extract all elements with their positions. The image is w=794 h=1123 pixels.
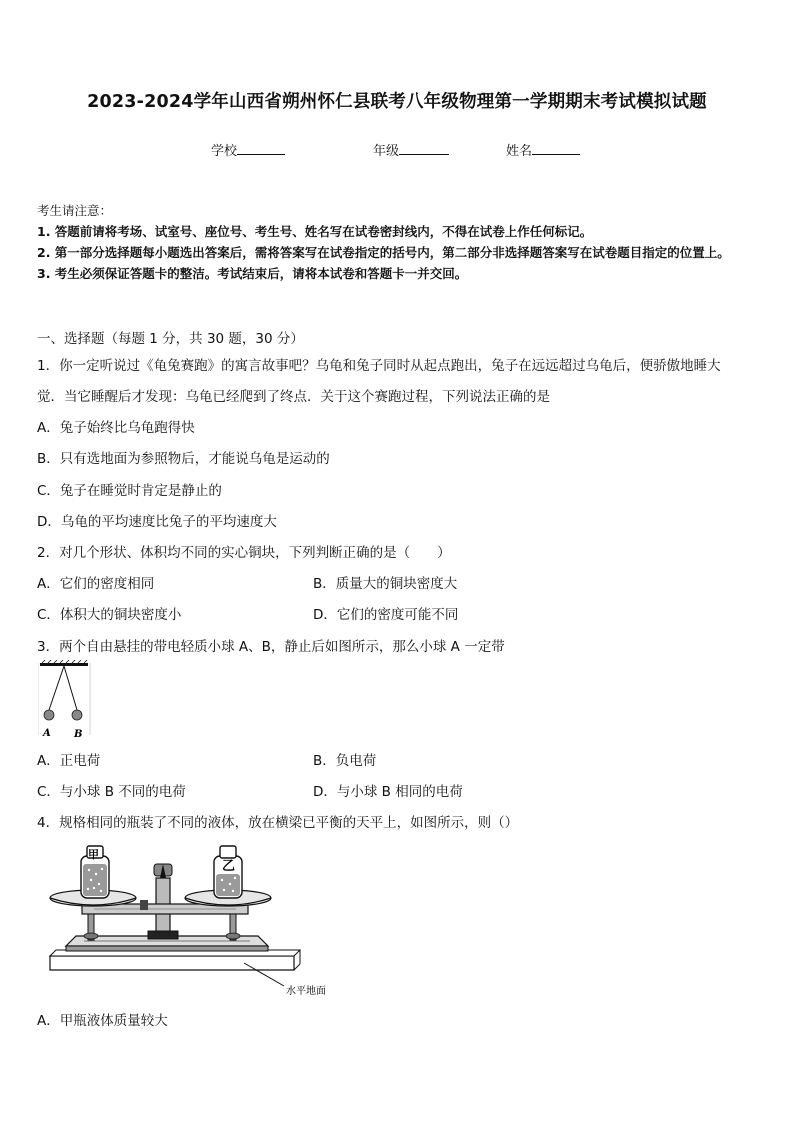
question-2-option-c[interactable]: C．体积大的铜块密度小: [37, 607, 182, 623]
name-field[interactable]: [506, 140, 580, 159]
question-2-stem: 2．对几个形状、体积均不同的实心铜块，下列判断正确的是（ ）: [37, 545, 451, 561]
question-1-stem-line2: 觉．当它睡醒后才发现：乌龟已经爬到了终点．关于这个赛跑过程，下列说法正确的是: [37, 389, 550, 405]
grade-label: 年级: [373, 144, 400, 159]
notice-item: 2. 第一部分选择题每小题选出答案后，需将答案写在试卷指定的括号内，第二部分非选择题答案写在试卷题目指定的位置上。: [37, 245, 730, 260]
section-heading: 一、选择题（每题 1 分，共 30 题，30 分）: [37, 331, 304, 347]
question-3-option-a[interactable]: A．正电荷: [37, 753, 101, 769]
question-3-option-d[interactable]: D．与小球 B 相同的电荷: [313, 784, 463, 800]
thread-a: [49, 666, 64, 710]
exam-title: 2023-2024学年山西省朔州怀仁县联考八年级物理第一学期期末考试模拟试题: [87, 92, 707, 112]
school-label: 学校: [211, 144, 238, 159]
question-3-stem: 3．两个自由悬挂的带电轻质小球 A、B，静止后如图所示，那么小球 A 一定带: [37, 639, 505, 655]
question-1-option-a[interactable]: A．兔子始终比乌龟跑得快: [37, 420, 195, 436]
question-1-option-d[interactable]: D．乌龟的平均速度比兔子的平均速度大: [37, 514, 277, 530]
notice-item: 3. 考生必须保证答题卡的整洁。考试结束后，请将本试卷和答题卡一并交回。: [37, 266, 468, 281]
balance-pillar: [148, 864, 178, 939]
question-2-option-d[interactable]: D．它们的密度可能不同: [313, 607, 459, 623]
balance-figure: [44, 838, 344, 1003]
school-blank[interactable]: [237, 140, 285, 155]
name-label: 姓名: [506, 144, 533, 159]
bottle-yi-icon: [214, 846, 242, 898]
question-2-option-b[interactable]: B．质量大的铜块密度大: [313, 576, 458, 592]
question-1-stem-line1: 1．你一定听说过《龟兔赛跑》的寓言故事吧？乌龟和兔子同时从起点跑出，兔子在远远超过乌龟后，便骄傲地睡大: [37, 358, 721, 374]
school-field[interactable]: [211, 140, 285, 159]
ball-a-label: A: [43, 728, 51, 739]
question-3-option-c[interactable]: C．与小球 B 不同的电荷: [37, 784, 186, 800]
ball-b-label: B: [74, 729, 83, 740]
question-2-option-a[interactable]: A．它们的密度相同: [37, 576, 155, 592]
ceiling-hatch-icon: [40, 660, 88, 666]
ball-a-icon: [44, 710, 54, 720]
question-3-option-b[interactable]: B．负电荷: [313, 753, 377, 769]
question-1-option-c[interactable]: C．兔子在睡觉时肯定是静止的: [37, 483, 222, 499]
question-4-stem: 4．规格相同的瓶装了不同的液体，放在横梁已平衡的天平上，如图所示，则（）: [37, 815, 519, 831]
ball-b-icon: [72, 710, 82, 720]
grade-field[interactable]: [373, 140, 449, 159]
bottle-jia-label: 甲: [88, 848, 99, 861]
exam-notice: [37, 200, 762, 284]
bottle-yi-label: 乙: [222, 859, 236, 874]
charged-balls-figure: [38, 660, 94, 740]
thread-b: [64, 666, 77, 710]
student-info-row: [0, 140, 794, 160]
notice-item: 1. 答题前请将考场、试室号、座位号、考生号、姓名写在试卷密封线内，不得在试卷上作任何标记。: [37, 224, 593, 239]
question-1-option-b[interactable]: B．只有选地面为参照物后，才能说乌龟是运动的: [37, 451, 330, 467]
ground-slab: [50, 950, 300, 970]
grade-blank[interactable]: [399, 140, 449, 155]
notice-heading: 考生请注意：: [37, 203, 113, 218]
ground-label: 水平地面: [286, 986, 326, 997]
question-4-option-a[interactable]: A．甲瓶液体质量较大: [37, 1013, 168, 1029]
name-blank[interactable]: [532, 140, 580, 155]
bottle-jia-icon: [81, 846, 109, 898]
